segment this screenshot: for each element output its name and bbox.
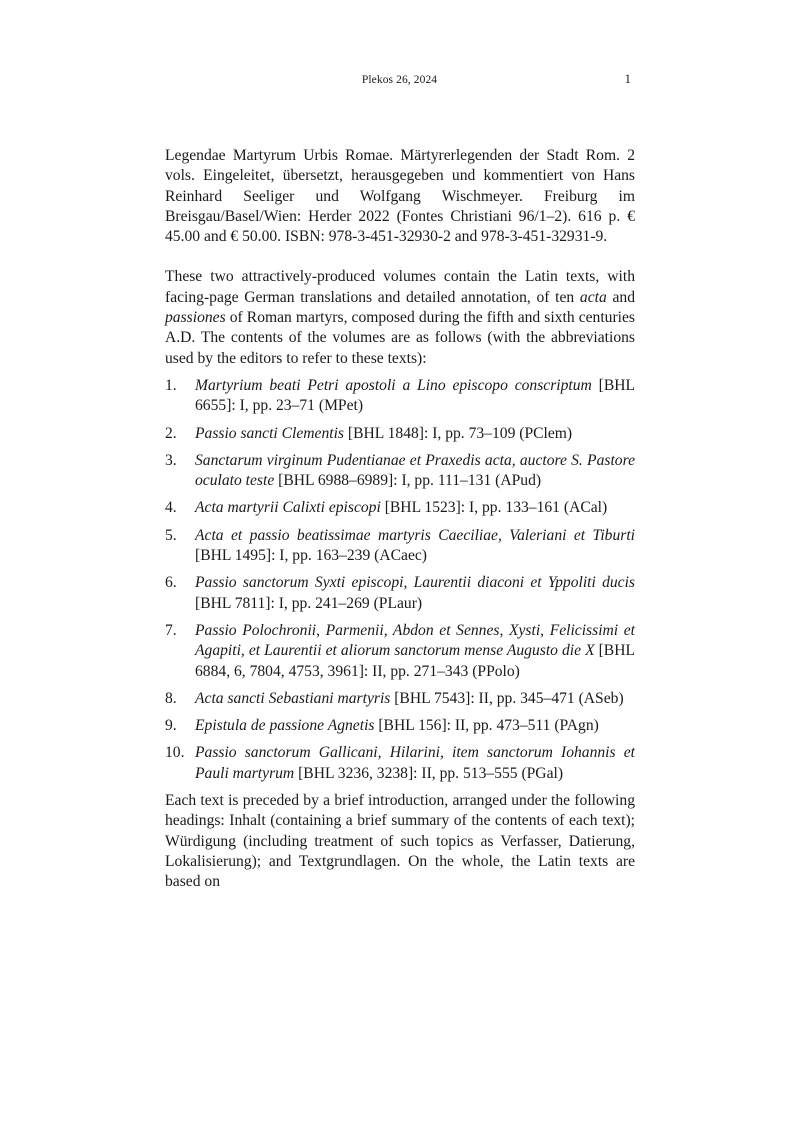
item-reference: [BHL 1495]: I, pp. 163–239 (ACaec) [195,547,427,565]
review-body [165,146,635,893]
item-reference: [BHL 7811]: I, pp. 241–269 (PLaur) [195,594,423,612]
item-number: 3. [165,451,177,469]
intro-italic-term: passiones [165,309,226,327]
item-number: 9. [165,717,177,735]
item-reference: [BHL 6988–6989]: I, pp. 111–131 (APud) [274,472,542,490]
item-title: Martyrium beati Petri apostoli a Lino episcopo conscriptum [195,376,592,394]
item-reference: [BHL 1848]: I, pp. 73–109 (PClem) [344,424,573,442]
intro-italic-term: acta [579,288,607,306]
item-title: Passio sanctorum Gallicani, Hilarini, item sanctorum Iohannis et Pauli martyrum [195,744,635,782]
item-title: Epistula de passione Agnetis [195,717,375,735]
item-reference: [BHL 6884, 6, 7804, 4753, 3961]: II, pp. 271–343 (PPolo) [195,642,635,680]
intro-paragraph [165,267,635,368]
item-reference: [BHL 3236, 3238]: II, pp. 513–555 (PGal) [294,764,564,782]
item-number: 5. [165,526,177,544]
item-number: 8. [165,689,177,707]
item-reference: [BHL 7543]: II, pp. 345–471 (ASeb) [390,689,624,707]
item-number: 4. [165,499,177,517]
item-title: Passio sancti Clementis [195,424,345,442]
list-item [165,451,635,492]
item-number: 6. [165,574,177,592]
item-title: Acta et passio beatissimae martyris Caeciliae, Valeriani et Tiburti [195,526,635,544]
closing-paragraph: Each text is preceded by a brief introduction, arranged under the following headings: Inhalt (containing a brief summary of the contents of each text); Würdigung (including treatment of such topics as Verfasser, Datierung, Lokalisierung); and Textgrundlagen. On the whole, the Latin texts are based on [165,792,635,891]
list-item [165,376,635,417]
item-title: Passio Polochronii, Parmenii, Abdon et Sennes, Xysti, Felicissimi et Agapiti, et Laurentii et aliorum sanctorum mense Augusto die X [195,621,635,660]
item-reference: [BHL 6655]: I, pp. 23–71 (MPet) [195,376,636,415]
running-head: Plekos 26, 2024 [361,74,438,86]
page-number: 1 [624,71,631,86]
item-number: 1. [165,376,177,394]
item-title: Acta martyrii Calixti episcopi [195,499,381,517]
item-number: 10. [165,744,185,762]
item-number: 2. [165,424,177,442]
intro-text: and [606,288,635,306]
list-item [165,716,635,736]
item-title: Acta sancti Sebastiani martyris [195,689,391,707]
intro-text: These two attractively-produced volumes contain the Latin texts, with facing-page German translations and detailed annotation, of ten [165,268,635,306]
item-reference: [BHL 1523]: I, pp. 133–161 (ACal) [380,499,608,517]
list-item [165,498,635,518]
intro-text: of Roman martyrs, composed during the fifth and sixth centuries A.D. The contents of the volumes are as follows (with the abbreviations used by the editors to refer to these texts): [165,309,635,367]
book-citation: Legendae Martyrum Urbis Romae. Märtyrerlegenden der Stadt Rom. 2 vols. Eingeleitet, übersetzt, herausgegeben und kommentiert von Hans Reinhard Seeliger und Wolfgang Wischmeyer. Freiburg im Breisgau/Basel/Wien: Herder 2022 (Fontes Christiani 96/1–2). 616 p. € 45.00 and € 50.00. ISBN: 978-3-451-32930-2 and 978-3-451-32931-9. [165,147,635,246]
item-number: 7. [165,621,177,639]
list-item [165,743,635,784]
item-reference: [BHL 156]: II, pp. 473–511 (PAgn) [374,717,599,735]
list-item [165,526,635,567]
item-title: Sanctarum virginum Pudentianae et Praxedis acta, auctore S. Pastore oculato teste [195,451,635,490]
texts-list [165,376,635,784]
list-item [165,573,635,614]
list-item [165,424,635,444]
list-item [165,621,635,682]
item-title: Passio sanctorum Syxti episcopi, Laurentii diaconi et Yppoliti ducis [195,574,635,592]
list-item [165,689,635,709]
